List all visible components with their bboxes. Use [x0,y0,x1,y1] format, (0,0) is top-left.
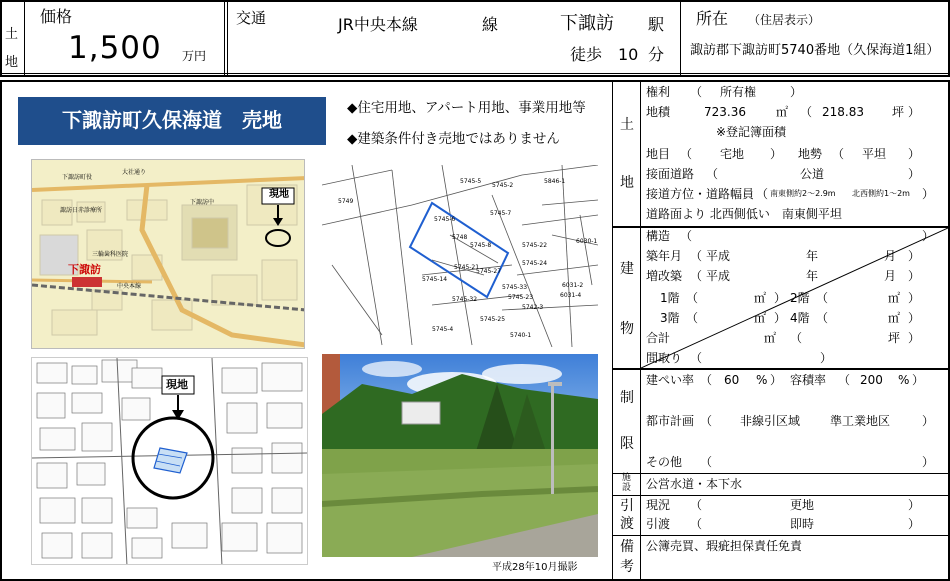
terrain-open: （ [832,147,845,161]
extension-open: （ [690,269,703,283]
floor-2-label: 2階 [790,291,810,305]
extension-label: 増改築 [646,269,683,283]
handover-value: 即時 [790,517,815,531]
floor-1-unit: ㎡ [754,291,767,305]
extension-year: 年 [806,269,819,283]
address: 諏訪郡下諏訪町5740番地（久保海道1組） [690,43,940,58]
built-close: ） [908,249,921,263]
section-restriction-2: 限 [620,436,634,452]
structure-open: （ [680,229,693,243]
location-label: 所在 [696,9,729,28]
planning-label: 都市計画 [646,414,695,428]
price-unit: 万円 [182,49,207,63]
rights-value: 所有権 [720,85,757,99]
plat-label: 5745-4 [432,326,454,333]
location-note: （住居表示） [748,13,821,27]
plat-label: 5745-5 [460,178,482,185]
layout-label: 間取り [646,351,683,365]
area-map-label: 下諏訪町役 [62,174,93,181]
extension-month: 月 [884,269,897,283]
price-value: 1,500 [68,30,162,66]
category-close: ） [770,147,783,161]
plat-label: 5745-23 [508,294,534,301]
access-label: 交通 [236,9,267,27]
other-open: （ [700,455,713,469]
plat-label: 5748 [452,234,468,241]
plat-label: 5745-6 [434,216,456,223]
plat-label: 5745-22 [522,242,548,249]
area-tsubo: 218.83 [822,105,864,119]
section-handover-2: 渡 [620,516,634,532]
price-label: 価格 [40,7,73,26]
plat-label: 6030-1 [576,238,598,245]
other-close: ） [922,455,935,469]
category-label: 地目 [646,147,671,161]
walk-minutes: 10 [618,45,639,64]
plat-label: 5745-8 [470,242,492,249]
section-restriction-1: 制 [620,390,634,406]
section-land-2: 地 [620,175,634,191]
floor-2-unit: ㎡ [888,291,901,305]
status-value: 更地 [790,498,815,512]
floor-4-unit: ㎡ [888,311,901,325]
plat-label: 5745-24 [522,260,548,267]
coverage-close: ） [770,373,783,387]
section-remarks-1: 備 [620,539,634,555]
registry-note: ※登記簿面積 [716,125,787,139]
road-width-open: （ [756,187,769,201]
area-map-label: 三輪歯科医院 [92,251,129,258]
detail-map-site-label: 現地 [166,378,188,391]
built-label: 築年月 [646,249,683,263]
section-handover-1: 引 [620,498,634,514]
built-era: 平成 [706,249,731,263]
area-tsubo-close: ） [908,105,921,119]
header-land-char-1: 土地 [5,27,19,70]
rights-open: （ [690,85,703,99]
plat-label: 5745-32 [452,296,478,303]
layout-close: ） [820,351,833,365]
remarks-value: 公簿売買、瑕疵担保責任免責 [646,539,803,553]
area-map-station-label: 下諏訪 [68,263,101,276]
area-map-label: 諏訪日赤診療所 [60,207,103,214]
floor-3-open: （ [686,311,699,325]
built-year: 年 [806,249,819,263]
category-value: 宅地 [720,147,745,161]
planning-open: （ [700,414,713,428]
area-tsubo-unit: 坪 [892,105,905,119]
rights-label: 権利 [646,85,671,99]
other-label: その他 [646,455,683,469]
line-name: JR中央本線 [338,15,418,34]
floor-4-label: 4階 [790,311,810,325]
floor-3-unit: ㎡ [754,311,767,325]
plat-label: 5749 [338,198,354,205]
structure-close: ） [922,229,935,243]
far-open: （ [838,373,851,387]
area-tsubo-open: （ [800,105,813,119]
total-tsubo: 坪 [888,331,901,345]
plat-label: 5745-14 [422,276,448,283]
plat-label: 5745-33 [502,284,528,291]
area-sqm-unit: ㎡ [776,105,789,119]
section-remarks-2: 考 [620,559,634,575]
road-width-value-2: 北西側約1～2m [852,189,910,198]
handover-open: （ [690,517,703,531]
area-map-label: 大社通り [122,169,147,176]
coverage-percent: % [756,373,768,387]
plat-label: 5740-1 [510,332,532,339]
far-label: 容積率 [790,373,827,387]
area-map-site-label: 現地 [269,189,289,200]
section-facility-1: 施 [622,473,632,483]
plat-label: 5742-3 [522,304,544,311]
facility-value: 公営水道・本下水 [646,477,743,491]
handover-label: 引渡 [646,517,671,531]
station-name: 下諏訪 [560,13,614,34]
total-close: ） [908,331,921,345]
floor-4-open: （ [816,311,829,325]
rights-close: ） [790,85,803,99]
coverage-value: 60 [724,373,740,387]
floor-1-label: 1階 [660,291,680,305]
built-month: 月 [884,249,897,263]
section-land-1: 土 [620,117,634,133]
floor-1-open: （ [686,291,699,305]
road-label: 接面道路 [646,167,695,181]
built-open: （ [690,249,703,263]
plat-label: 6031-2 [562,282,584,289]
plat-label: 5745-2 [492,182,514,189]
plat-label: 6031-4 [560,292,582,299]
area-sqm: 723.36 [704,105,746,119]
coverage-label: 建ぺい率 [646,373,695,387]
walk-unit: 分 [648,45,665,64]
bullet-1: ◆住宅用地、アパート用地、事業用地等 [347,100,586,116]
road-width-label: 接道方位・道路幅員 [646,187,755,201]
road-width-close: ） [922,187,935,201]
total-open: （ [790,331,803,345]
planning-value-2: 準工業地区 [830,414,891,428]
detail-map[interactable] [31,357,308,565]
road-level: 道路面より 北西側低い 南東側平坦 [646,207,842,221]
floor-2-open: （ [816,291,829,305]
plat-label: 5846-1 [544,178,566,185]
terrain-value: 平坦 [862,147,887,161]
terrain-label: 地勢 [798,147,823,161]
plat-label: 5745-7 [490,210,512,217]
section-building-1: 建 [620,261,634,277]
layout-open: （ [690,351,703,365]
far-value: 200 [860,373,883,387]
floor-1-close: ） [774,291,787,305]
extension-era: 平成 [706,269,731,283]
status-close: ） [908,498,921,512]
road-width-value-1: 南東側約2～2.9m [770,189,836,198]
planning-value-1: 非線引区域 [740,414,801,428]
coverage-open: （ [700,373,713,387]
area-map-label: 中央本線 [117,283,142,290]
structure-label: 構造 [646,229,671,243]
plat-map[interactable] [322,165,598,347]
title-text: 下諏訪町久保海道 売地 [62,108,282,132]
far-percent: % [898,373,910,387]
planning-close: ） [922,414,935,428]
road-close: ） [908,167,921,181]
total-unit: ㎡ [764,331,777,345]
area-label: 地積 [646,105,671,119]
area-map[interactable] [31,159,305,349]
road-open: （ [706,167,719,181]
floor-3-label: 3階 [660,311,680,325]
status-open: （ [690,498,703,512]
terrain-close: ） [908,147,921,161]
floor-2-close: ） [908,291,921,305]
far-close: ） [912,373,925,387]
plat-label: 5745-27 [476,268,502,275]
plat-label: 5745-25 [480,316,506,323]
floor-4-close: ） [908,311,921,325]
road-value: 公道 [800,167,825,181]
walk-label: 徒歩 [570,45,603,64]
category-open: （ [680,147,693,161]
handover-close: ） [908,517,921,531]
extension-close: ） [908,269,921,283]
bullet-2: ◆建築条件付き売地ではありません [347,131,560,147]
plat-label: 5745-21 [454,264,480,271]
site-photo[interactable] [322,354,598,557]
total-label: 合計 [646,331,671,345]
photo-caption: 平成28年10月撮影 [492,562,578,573]
area-map-label: 下諏訪中 [190,199,215,206]
status-label: 現況 [646,498,671,512]
section-facility-2: 設 [622,483,632,493]
line-suffix: 線 [482,15,499,34]
station-suffix: 駅 [648,15,665,34]
section-building-2: 物 [620,321,634,337]
floor-3-close: ） [774,311,787,325]
